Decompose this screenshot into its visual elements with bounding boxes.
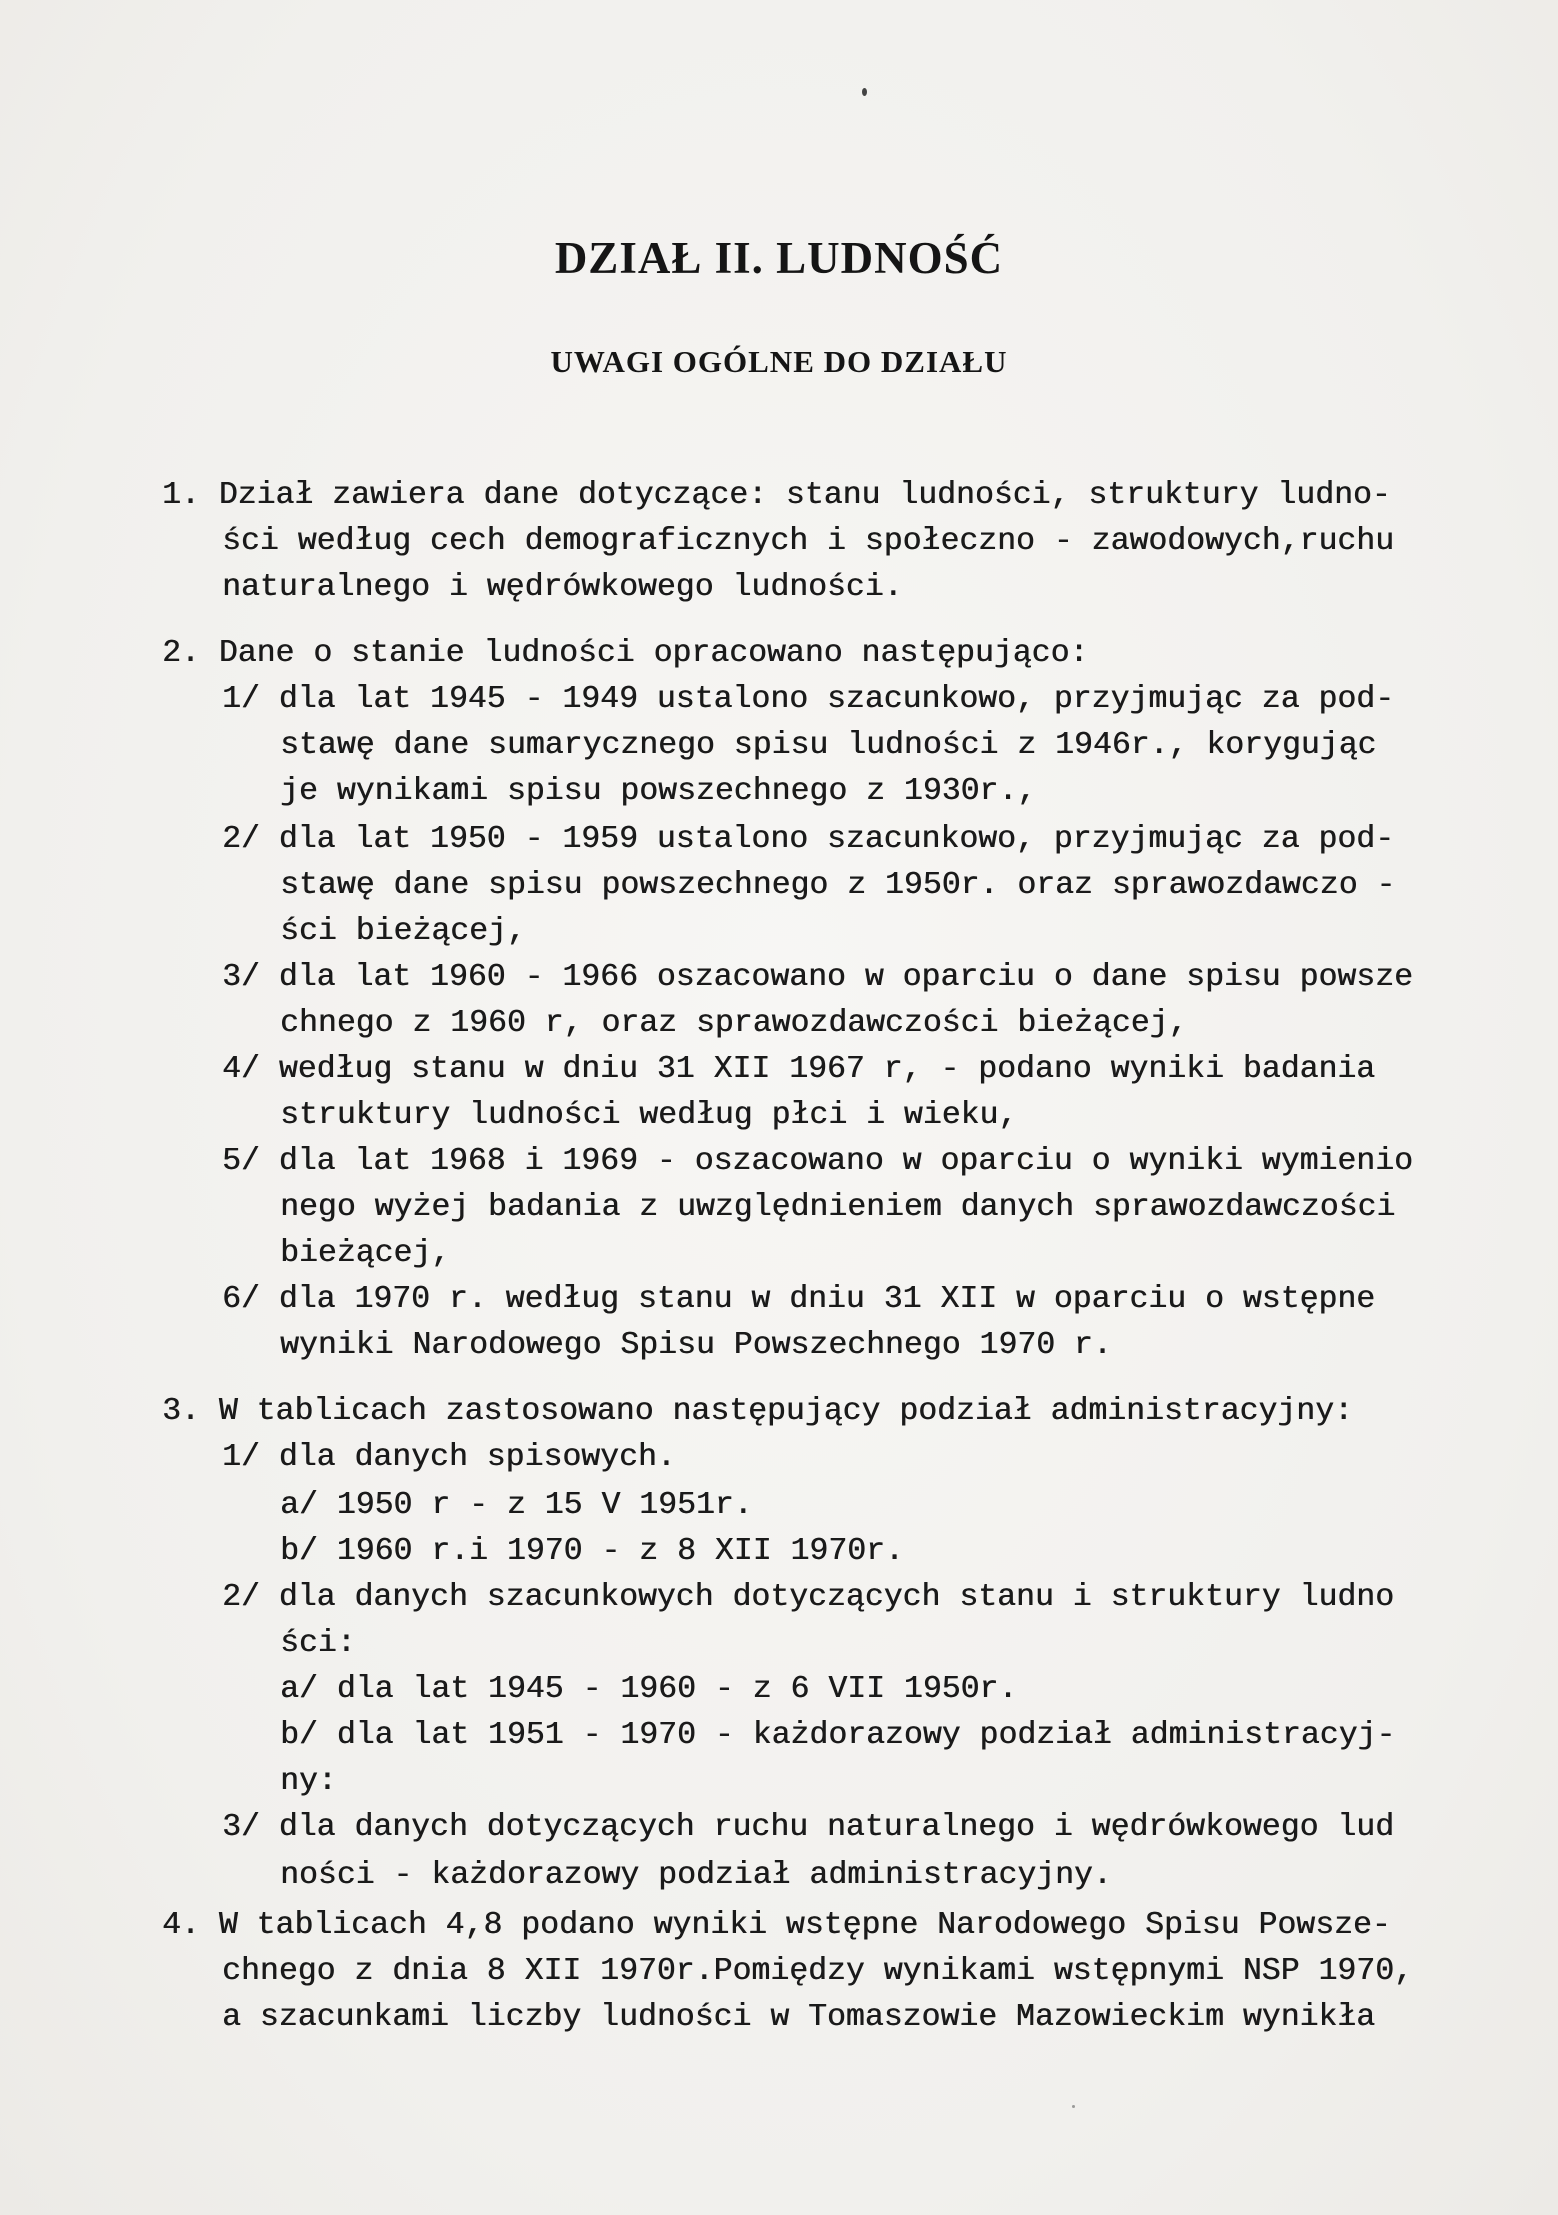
text-line: naturalnego i wędrówkowego ludności. bbox=[222, 570, 903, 605]
text-line: 1/ dla danych spisowych. bbox=[222, 1440, 676, 1475]
text-line: 2/ dla danych szacunkowych dotyczących stanu i struktury ludno bbox=[222, 1580, 1394, 1615]
text-line: a/ 1950 r - z 15 V 1951r. bbox=[280, 1488, 753, 1523]
text-line: 1. Dział zawiera dane dotyczące: stanu ludności, struktury ludno- bbox=[162, 478, 1391, 513]
scan-speck bbox=[862, 88, 867, 96]
text-line: a szacunkami liczby ludności w Tomaszowie Mazowieckim wynikła bbox=[222, 2000, 1376, 2035]
text-line: a/ dla lat 1945 - 1960 - z 6 VII 1950r. bbox=[280, 1672, 1018, 1707]
section-title: DZIAŁ II. LUDNOŚĆ bbox=[554, 233, 1004, 283]
text-line: nego wyżej badania z uwzględnieniem danych sprawozdawczości bbox=[280, 1190, 1396, 1225]
text-line: stawę dane spisu powszechnego z 1950r. oraz sprawozdawczo - bbox=[280, 868, 1396, 903]
text-line: 3/ dla lat 1960 - 1966 oszacowano w oparciu o dane spisu powsze bbox=[222, 960, 1413, 995]
text-line: 4. W tablicach 4,8 podano wyniki wstępne Narodowego Spisu Powsze- bbox=[162, 1908, 1391, 1943]
section-subtitle: UWAGI OGÓLNE DO DZIAŁU bbox=[550, 344, 1008, 379]
text-line: 3. W tablicach zastosowano następujący podział administracyjny: bbox=[162, 1394, 1353, 1429]
text-line: ści: bbox=[280, 1626, 356, 1661]
text-line: chnego z 1960 r, oraz sprawozdawczości bieżącej, bbox=[280, 1006, 1188, 1041]
text-line: ści bieżącej, bbox=[280, 914, 526, 949]
text-line: b/ 1960 r.i 1970 - z 8 XII 1970r. bbox=[280, 1534, 904, 1569]
text-line: 6/ dla 1970 r. według stanu w dniu 31 XII w oparciu o wstępne bbox=[222, 1282, 1376, 1317]
text-line: bieżącej, bbox=[280, 1236, 451, 1271]
text-line: ności - każdorazowy podział administracyjny. bbox=[280, 1858, 1112, 1893]
text-line: stawę dane sumarycznego spisu ludności z 1946r., korygując bbox=[280, 728, 1377, 763]
text-line: ści według cech demograficznych i społeczno - zawodowych,ruchu bbox=[222, 524, 1394, 559]
text-line: struktury ludności według płci i wieku, bbox=[280, 1098, 1018, 1133]
text-line: 2/ dla lat 1950 - 1959 ustalono szacunkowo, przyjmując za pod- bbox=[222, 822, 1394, 857]
text-line: chnego z dnia 8 XII 1970r.Pomiędzy wynikami wstępnymi NSP 1970, bbox=[222, 1954, 1413, 1989]
scan-speck bbox=[1072, 2105, 1075, 2108]
text-line: 3/ dla danych dotyczących ruchu naturalnego i wędrówkowego lud bbox=[222, 1810, 1394, 1845]
text-line: b/ dla lat 1951 - 1970 - każdorazowy podział administracyj- bbox=[280, 1718, 1396, 1753]
text-line: 2. Dane o stanie ludności opracowano następująco: bbox=[162, 636, 1089, 671]
text-line: wyniki Narodowego Spisu Powszechnego 1970 r. bbox=[280, 1328, 1112, 1363]
text-line: je wynikami spisu powszechnego z 1930r., bbox=[280, 774, 1037, 809]
text-line: 4/ według stanu w dniu 31 XII 1967 r, - podano wyniki badania bbox=[222, 1052, 1376, 1087]
text-line: ny: bbox=[280, 1764, 337, 1799]
text-line: 1/ dla lat 1945 - 1949 ustalono szacunkowo, przyjmując za pod- bbox=[222, 682, 1394, 717]
text-line: 5/ dla lat 1968 i 1969 - oszacowano w oparciu o wyniki wymienio bbox=[222, 1144, 1413, 1179]
